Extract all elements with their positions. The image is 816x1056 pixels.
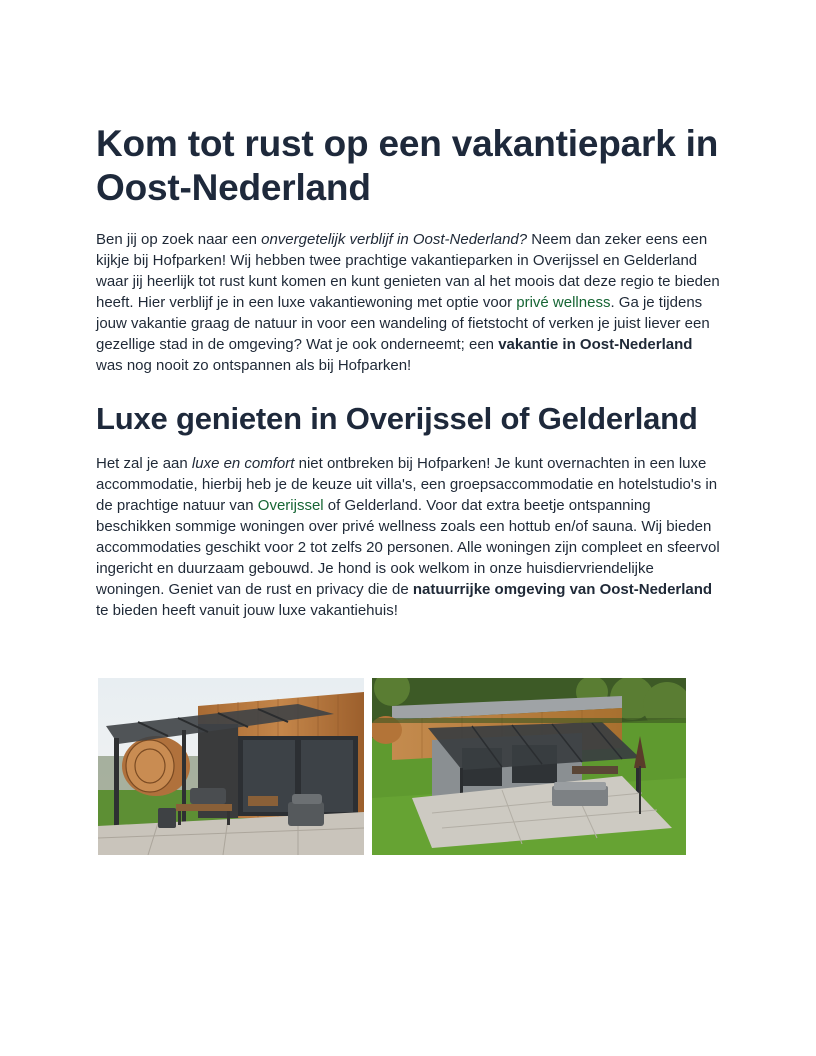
prive-wellness-link[interactable]: privé wellness [516,294,611,311]
section-text-3: of Gelderland. Voor dat extra beetje ontspanning beschikken sommige woningen over privé wellness zoals een hottub en/of sauna. Wij bieden accommodaties geschikt voor 2 tot zelfs 20 personen. Alle woningen zijn compleet en sfeervol ingericht en duurzaam gebouwd. Je hond is ook welkom in onze huisdiervriendelijke woningen. Geniet van de rust en privacy die de [96,497,720,598]
article [96,122,720,621]
terrace-pergola-photo [98,678,364,855]
section-strong: natuurrijke omgeving van Oost-Nederland [412,581,713,598]
villa-aerial-image [372,678,686,855]
page-title: Kom tot rust op een vakantiepark in Oost-Nederland [96,123,719,208]
intro-text-4: was nog nooit zo ontspannen als bij Hofparken! [96,357,412,374]
section-emphasis: luxe en comfort [191,455,295,472]
intro-strong: vakantie in Oost-Nederland [498,336,693,353]
section-text-4: te bieden heeft vanuit jouw luxe vakantiehuis! [96,602,398,619]
section-paragraph [96,453,720,621]
intro-text-1: Ben jij op zoek naar een [96,231,262,248]
intro-text-3: . Ga je tijdens jouw vakantie graag de natuur in voor een wandeling of fietstocht of verken je juist liever een gezellige stad in de omgeving? Wat je ook onderneemt; een [96,294,710,353]
section-heading: Luxe genieten in Overijssel of Gelderland [96,401,698,436]
overijssel-link[interactable]: Overijssel [257,497,324,514]
section-text-2: niet ontbreken bij Hofparken! Je kunt overnachten in een luxe accommodatie, hierbij heb je de keuze uit villa's, een groepsaccommodatie en hotelstudio's in de prachtige natuur van [96,455,718,514]
intro-text-2: Neem dan zeker eens een kijkje bij Hofparken! Wij hebben twee prachtige vakantieparken in Overijssel en Gelderland waar jij heerlijk tot rust kunt komen en kunt genieten van al het moois dat deze regio te bieden heeft. Hier verblijf je in een luxe vakantiewoning met optie voor [96,231,720,311]
intro-emphasis: onvergetelijk verblijf in Oost-Nederland? [261,231,528,248]
terrace-pergola-image [98,678,364,855]
section-text-1: Het zal je aan [96,455,192,472]
photo-row [98,678,688,856]
intro-paragraph [96,229,720,376]
villa-aerial-photo [372,678,686,855]
